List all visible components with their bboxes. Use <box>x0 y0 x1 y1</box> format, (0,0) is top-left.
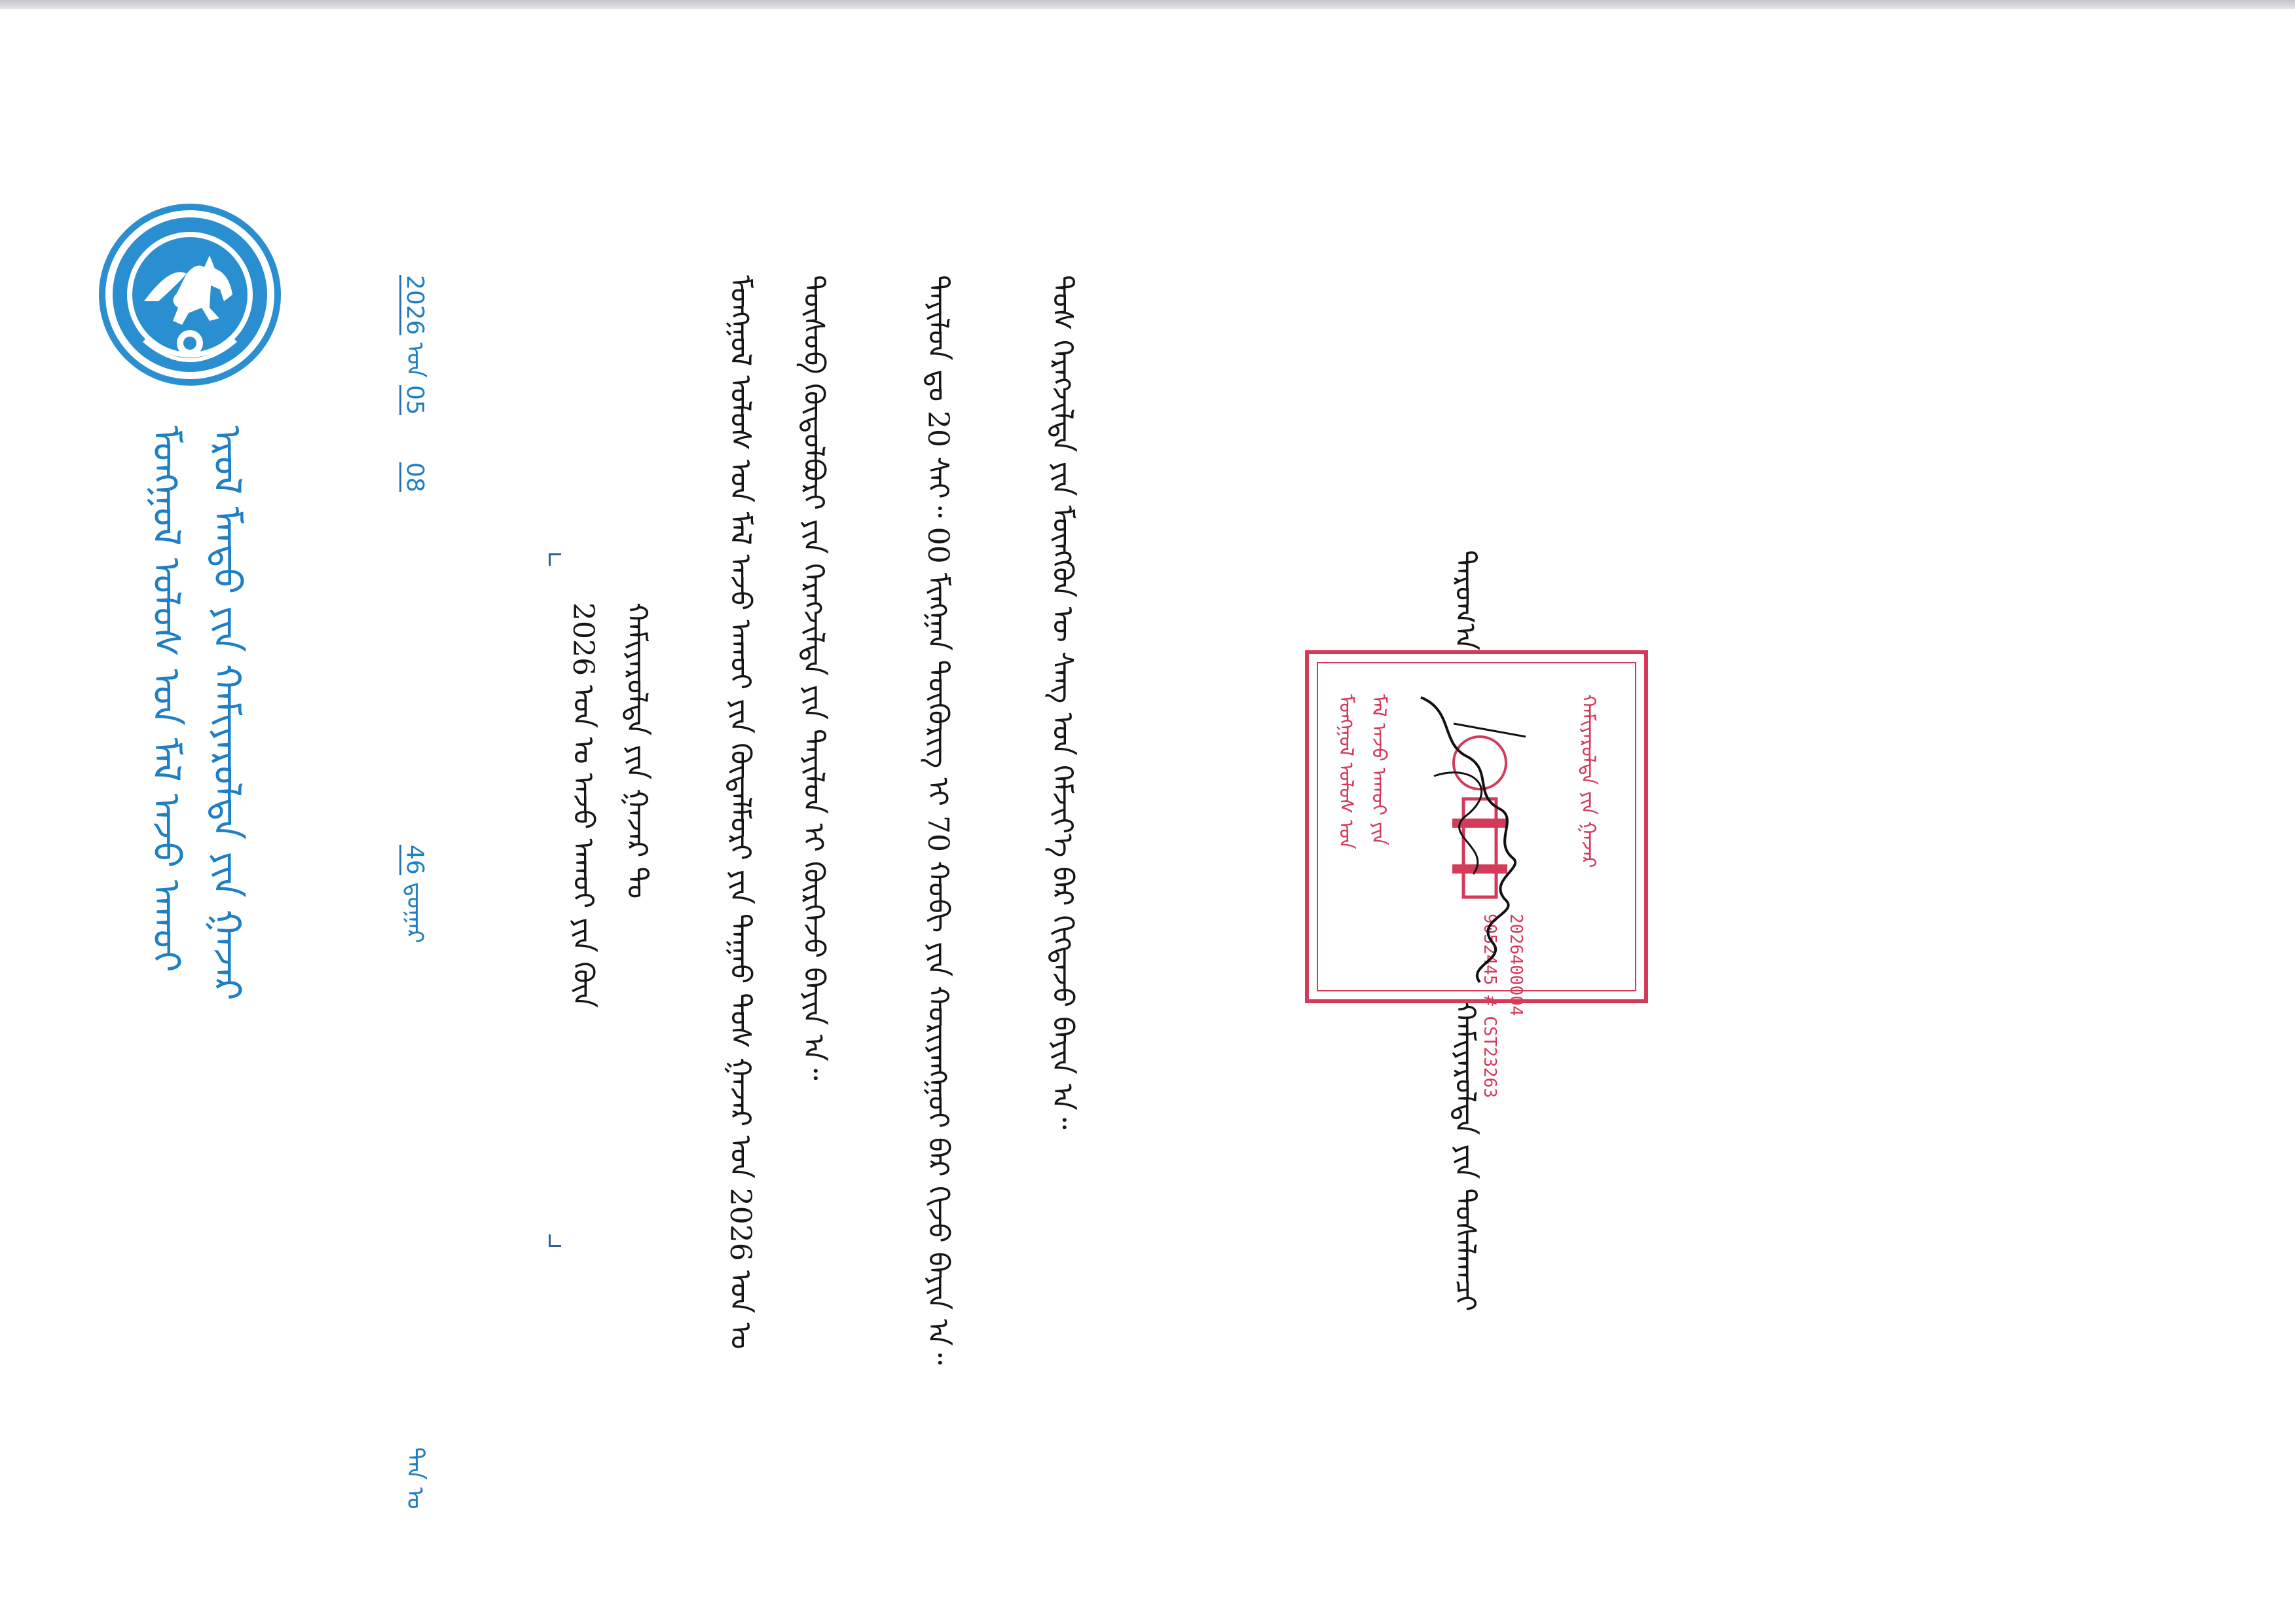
body-line-2: ᠲᠥᠰᠥᠪ ᠬᠥᠲᠦᠯᠪᠦᠷᠢ ᠶᠢᠨ ᠬᠡᠷᠡᠭᠵᠢᠯᠲᠡ ᠶᠢᠨ ᠲᠠᠶᠢᠯᠤᠨ ᠢ ᠬᠦᠷᠭᠡᠵᠦ ᠪᠠᠶᠢᠨ ᠠ᠃ <box>797 275 830 1080</box>
recipient-line-2: ᠬᠠᠮᠢᠶᠠᠷᠤᠯᠲᠠ ᠶᠢᠨ ᠭᠠᠵᠠᠷ ᠲᠤ <box>620 602 653 899</box>
handwritten-signature <box>1395 684 1545 992</box>
stamp-line-3: ᠬᠠᠮᠢᠶᠠᠷᠤᠯᠲᠠ ᠶᠢᠨ ᠭᠠᠵᠠᠷ <box>1577 694 1600 868</box>
bracket-top <box>549 553 561 566</box>
body-line-3: ᠲᠠᠶᠢᠯᠤᠨ ᠳᠤ 20 ᠰᠠᠶ᠃ 00 ᠮᠢᠩᠭᠠᠨ ᠲᠥᠭᠦᠷᠢᠭ ᠢ 70 ᠬᠤᠪᠢ ᠶᠢᠨ ᠬᠣᠷᠢᠶᠠᠩᠭᠤᠢ ᠪᠠᠷ ᠬᠢᠵᠦ ᠪᠠᠶᠢᠨ ᠠ᠃ <box>921 275 955 1365</box>
number-value: 46 <box>399 845 428 875</box>
stamp-line-2: ᠮᠠᠯ ᠠᠵᠤ ᠠᠬᠤᠢ ᠶᠢᠨ <box>1367 694 1390 845</box>
date-year: 2026 <box>399 275 428 335</box>
date-prefix: ᠣᠨ <box>401 342 428 378</box>
stamp-number-2: 9052445 # CST23263 <box>1480 913 1499 1098</box>
org-name-line-1: ᠮᠣᠩᠭᠣᠯ ᠤᠯᠤᠰ ᠤᠨ ᠮᠠᠯ ᠠᠵᠤ ᠠᠬᠤᠢ <box>144 426 189 972</box>
date-line <box>403 275 426 492</box>
bracket-bottom <box>549 1234 561 1247</box>
scan-edge <box>0 0 2295 9</box>
recipient-line-1: 2026 ᠣᠨ ᠤ ᠠᠵᠤ ᠠᠬᠤᠢ ᠶᠢᠨ ᠬᠦᠨ <box>566 602 600 1008</box>
body-line-1: ᠮᠣᠩᠭᠣᠯ ᠤᠯᠤᠰ ᠤᠨ ᠮᠠᠯ ᠠᠵᠤ ᠠᠬᠤᠢ ᠶᠢᠨ ᠬᠦᠳᠡᠯᠮᠦᠷᠢ ᠶᠢᠨ ᠳᠠᠭᠠᠤ ᠲᠤᠰ ᠭᠠᠵᠠᠷ ᠤᠨ 2026 ᠣᠨ ᠤ <box>724 275 757 1350</box>
state-emblem-icon <box>98 203 282 386</box>
number-prefix: ᠳ᠋ᠤᠭᠠᠷ <box>401 882 428 944</box>
org-name-line-2: ᠡᠷᠦᠯ ᠮᠡᠨᠳᠦ ᠶᠢᠨ ᠬᠠᠮᠢᠶᠠᠷᠤᠯᠲᠠ ᠶᠢᠨ ᠭᠠᠵᠠᠷ <box>205 426 249 1001</box>
to-label: ᠲᠠᠨ ᠤ <box>401 1447 428 1509</box>
stamp-line-1: ᠮᠣᠩᠭᠣᠯ ᠤᠯᠤᠰ ᠤᠨ <box>1334 694 1357 849</box>
stamp-number-1: 2026400004 <box>1506 913 1526 1016</box>
closing-title: ᠳᠠᠷᠤᠭ᠎ᠠ <box>1448 550 1482 651</box>
body-line-4: ᠲᠣᠰ ᠬᠡᠷᠡᠭᠵᠢᠯᠲᠡ ᠶᠢᠨ ᠮᠥᠩᠭᠦᠨ ᠦ ᠰᠠᠩ ᠤᠨ ᠬᠡᠮᠵᠢᠶ᠎ᠡ ᠪᠡᠷ ᠬᠢᠭᠳᠡᠵᠦ ᠪᠠᠶᠢᠨ ᠠ᠃ <box>1046 275 1079 1130</box>
date-day: 08 <box>399 462 428 492</box>
closing-role: ᠬᠠᠮᠢᠶᠠᠷᠤᠯᠲᠠ ᠶᠢᠨ ᠲᠤᠰᠠᠯᠠᠭᠴᠢ <box>1448 1002 1482 1312</box>
date-month: 05 <box>399 385 428 415</box>
document-number <box>403 845 426 944</box>
